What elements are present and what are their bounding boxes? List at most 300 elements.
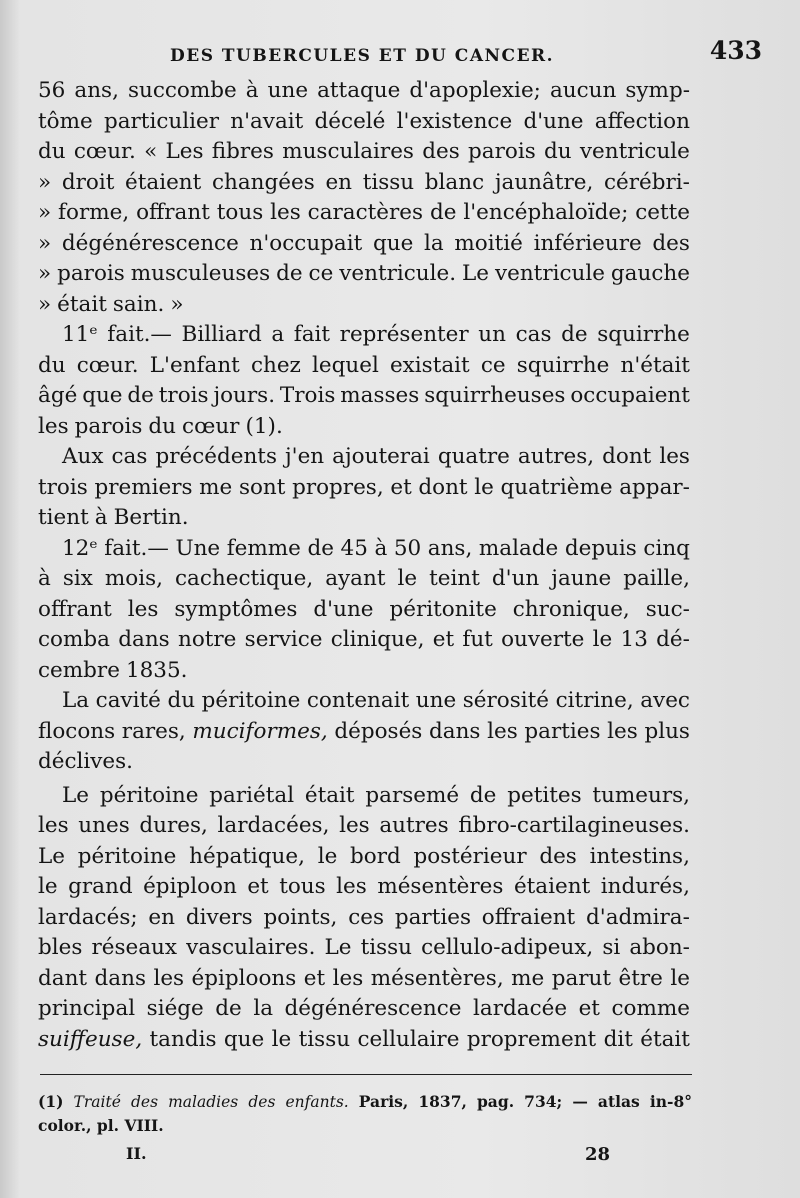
word: propres, <box>292 474 384 500</box>
word: déclives. <box>38 749 134 774</box>
word: particulier <box>103 108 219 134</box>
word: Billiard <box>181 322 262 347</box>
word: chez <box>250 352 301 378</box>
word: du <box>544 139 572 164</box>
word: la <box>253 996 274 1021</box>
word: des <box>422 139 460 164</box>
word: (1). <box>245 413 283 439</box>
word: mésentères <box>377 874 504 899</box>
word: musculeuses <box>130 261 271 286</box>
text-line <box>38 168 690 199</box>
word: si <box>602 935 621 960</box>
word: clinique, <box>330 627 425 652</box>
word: citrine, <box>555 688 634 713</box>
text-line <box>38 781 690 812</box>
word: représenter <box>339 322 469 347</box>
word: et <box>432 627 455 652</box>
word: de <box>215 996 242 1021</box>
text-line <box>38 811 690 842</box>
word: 1837, <box>418 1092 467 1111</box>
text-line <box>38 137 690 168</box>
text-line <box>38 290 690 321</box>
word: plus <box>644 718 690 744</box>
word: vasculaires. <box>186 935 316 960</box>
text-line <box>38 381 690 412</box>
word: teint <box>429 566 480 591</box>
word: avec <box>640 688 690 713</box>
word: les <box>659 444 690 469</box>
word: depuis <box>564 535 637 561</box>
word: le <box>397 566 418 591</box>
word: péritoine <box>77 843 177 869</box>
text-line <box>38 320 690 351</box>
word: paille, <box>623 566 690 591</box>
word: étaient <box>513 874 591 899</box>
word: offrant <box>136 200 210 225</box>
word: divers <box>185 904 253 930</box>
word: cœur. <box>76 352 139 378</box>
word: une <box>267 78 309 103</box>
word: lardacées, <box>217 813 330 838</box>
word: me <box>199 474 233 500</box>
word: décelé <box>314 108 386 134</box>
word: tissu <box>298 1026 351 1052</box>
word: attaque <box>317 78 401 103</box>
word: dant <box>38 965 88 991</box>
word: squirrhe <box>516 352 610 378</box>
text-line <box>38 351 690 382</box>
word: lardacée <box>473 996 568 1021</box>
text-line <box>38 717 690 748</box>
word: de <box>307 535 334 561</box>
word: grand <box>68 874 133 899</box>
word: cellulo-adipeux, <box>421 935 594 960</box>
word: ayant <box>325 566 386 591</box>
word: fait.— <box>107 322 172 347</box>
word: femme <box>226 535 301 561</box>
text-line <box>38 656 690 687</box>
volume-mark: II. <box>126 1144 147 1163</box>
word: trois <box>158 383 209 408</box>
word: Le <box>462 261 490 286</box>
word: était <box>304 782 355 808</box>
word: en <box>148 904 175 930</box>
word: sont <box>238 474 286 500</box>
word: flocons <box>38 718 116 744</box>
word: le <box>38 874 58 899</box>
word: ouverte <box>501 627 585 652</box>
text-line <box>38 107 690 138</box>
word: de <box>276 261 303 286</box>
word: Bertin. <box>113 505 189 530</box>
word: et <box>390 474 412 500</box>
text-line <box>38 229 690 260</box>
footnote-rule <box>40 1074 692 1075</box>
footnote <box>38 1090 692 1138</box>
word: épiploon <box>143 874 237 899</box>
word: tissu <box>360 935 412 960</box>
word: contenait <box>306 688 410 713</box>
word: ce <box>480 352 506 378</box>
word: ventricule <box>579 139 690 164</box>
word: cavité <box>95 688 161 713</box>
word: le <box>317 843 338 869</box>
word: d'admira- <box>586 904 690 930</box>
word: fait.— <box>104 535 169 561</box>
word: siége <box>146 996 204 1021</box>
word: et <box>247 874 269 899</box>
word: « <box>144 139 158 164</box>
word: le <box>670 965 690 991</box>
word: les <box>607 718 638 744</box>
running-title: DES TUBERCULES ET DU CANCER. <box>170 46 555 66</box>
word: a <box>271 322 285 347</box>
word: être <box>618 965 663 991</box>
word: 734; <box>524 1092 563 1111</box>
word: enfants. <box>285 1093 349 1111</box>
word: trois <box>38 474 88 500</box>
word: » <box>38 169 52 195</box>
word: de <box>429 200 457 225</box>
word: dit <box>603 1026 633 1052</box>
word: fibres <box>211 139 274 164</box>
word: et <box>578 996 600 1021</box>
word: L'enfant <box>149 352 240 378</box>
text-line <box>38 198 690 229</box>
word: cœur. <box>73 139 136 164</box>
word: du <box>167 688 196 713</box>
word: muciformes, <box>192 718 328 744</box>
word: à <box>38 566 51 591</box>
word: était <box>640 1026 690 1052</box>
word: dans <box>428 718 481 744</box>
word: parties <box>524 718 601 744</box>
word: occupaient <box>570 383 690 408</box>
word: 50 <box>393 535 422 561</box>
word: masses <box>340 383 420 408</box>
word: dé- <box>656 627 690 652</box>
footnote-line: color., pl. VIII. <box>38 1116 164 1135</box>
word: postérieur <box>413 843 527 869</box>
word: parties <box>394 904 471 930</box>
word: unes <box>78 813 130 838</box>
word: réseaux <box>91 935 178 960</box>
word: lequel <box>312 352 379 378</box>
word: fibro-cartilagineuses. <box>458 813 690 838</box>
word: jours. <box>213 383 276 408</box>
word: d'une <box>523 108 584 134</box>
text-line <box>38 76 690 107</box>
word: d'une <box>313 596 374 622</box>
word: lardacés; <box>38 904 138 930</box>
word: cellulaire <box>357 1026 460 1052</box>
text-line <box>38 842 690 873</box>
word: précédents <box>155 444 277 469</box>
word: (1) <box>38 1092 64 1111</box>
word: dégénérescence <box>61 230 239 256</box>
word: Le <box>324 935 352 960</box>
sheet-mark: 28 <box>584 1144 610 1165</box>
word: abon- <box>629 935 690 960</box>
word: 12ᵉ <box>62 535 98 561</box>
word: l'existence <box>396 108 513 134</box>
word: principal <box>38 996 136 1021</box>
word: du <box>148 413 177 439</box>
word: Les <box>165 139 204 164</box>
word: indurés, <box>600 874 690 899</box>
word: » <box>170 291 184 317</box>
word: cas <box>111 444 148 469</box>
word: service <box>244 627 323 652</box>
page-number: 433 <box>709 36 762 65</box>
word: intestins, <box>589 843 690 869</box>
text-line <box>38 994 690 1025</box>
word: dont <box>418 474 468 500</box>
word: ces <box>348 904 385 930</box>
body-text <box>38 76 690 1055</box>
word: dans <box>118 627 170 652</box>
word: péritoine <box>99 782 199 808</box>
word: âgé <box>38 383 78 408</box>
word: les <box>38 413 69 439</box>
text-line <box>38 259 690 290</box>
word: pariétal <box>209 782 295 808</box>
text-line <box>38 412 690 443</box>
word: forme, <box>58 200 130 225</box>
word: tôme <box>38 108 93 134</box>
word: fut <box>462 627 493 652</box>
word: une <box>415 688 457 713</box>
word: 13 <box>620 627 648 652</box>
word: les <box>38 813 69 838</box>
word: malade <box>478 535 559 561</box>
word: déposés <box>334 718 423 744</box>
word: n'avait <box>230 108 304 134</box>
word: était <box>57 291 107 317</box>
word: dont <box>602 444 652 469</box>
text-line <box>38 903 690 934</box>
word: des <box>652 230 690 256</box>
word: me <box>511 965 545 991</box>
word: La <box>62 688 90 713</box>
word: Aux <box>62 444 104 469</box>
text-line <box>38 747 690 778</box>
word: 45 <box>340 535 368 561</box>
word: des <box>539 843 577 869</box>
word: » <box>38 200 52 225</box>
word: en <box>325 169 353 195</box>
word: mésentères, <box>370 965 504 991</box>
word: quatrième <box>500 474 613 500</box>
word: chronique, <box>512 596 630 622</box>
text-line <box>38 625 690 656</box>
word: inférieure <box>533 230 642 256</box>
word: notre <box>177 627 237 652</box>
word: du <box>38 139 66 164</box>
word: de <box>469 782 497 808</box>
word: tous <box>216 200 264 225</box>
word: tumeurs, <box>592 782 690 808</box>
text-line <box>38 1025 690 1056</box>
word: ajouterai <box>332 444 430 469</box>
word: que <box>223 1026 265 1052</box>
word: 1835. <box>125 657 188 683</box>
text-line <box>38 564 690 595</box>
word: Une <box>175 535 221 561</box>
word: » <box>38 230 52 256</box>
word: in-8° <box>649 1092 692 1111</box>
word: parsemé <box>365 782 460 808</box>
word: points, <box>263 904 338 930</box>
word: » <box>38 261 52 286</box>
word: Le <box>62 782 90 808</box>
word: proprement <box>466 1026 597 1052</box>
word: affection <box>594 108 690 134</box>
word: le <box>474 474 494 500</box>
word: parois <box>468 139 536 164</box>
text-line <box>38 872 690 903</box>
word: caractères <box>307 200 424 225</box>
text-line <box>38 595 690 626</box>
word: autres, <box>517 444 595 469</box>
word: de <box>127 383 154 408</box>
word: les <box>270 200 301 225</box>
word: » <box>38 291 52 317</box>
word: du <box>38 352 66 378</box>
word: tient <box>38 505 89 530</box>
word: dures, <box>139 813 208 838</box>
word: suc- <box>645 596 690 622</box>
word: dégénérescence <box>284 996 462 1021</box>
word: d'un <box>491 566 540 591</box>
word: que <box>82 383 123 408</box>
word: le <box>592 627 613 652</box>
word: cérébri- <box>603 169 690 195</box>
word: l'encéphaloïde; <box>463 200 629 225</box>
word: moitié <box>454 230 523 256</box>
word: sérosité <box>462 688 550 713</box>
word: mois, <box>104 566 163 591</box>
word: ce <box>308 261 334 286</box>
text-line <box>38 964 690 995</box>
word: blanc <box>424 169 485 195</box>
word: les <box>127 596 159 622</box>
word: autres <box>379 813 449 838</box>
word: n'était <box>620 352 690 378</box>
word: les <box>336 874 367 899</box>
word: squirrhe <box>597 322 690 347</box>
word: un <box>478 322 506 347</box>
word: les <box>153 965 185 991</box>
word: que <box>372 230 414 256</box>
footnote-line <box>38 1090 692 1114</box>
word: à <box>94 505 108 530</box>
text-line <box>38 933 690 964</box>
word: d'apoplexie; <box>409 78 541 103</box>
word: comme <box>611 996 690 1021</box>
word: changées <box>211 169 315 195</box>
word: 11ᵉ <box>62 322 98 347</box>
word: bord <box>350 843 401 869</box>
word: appar- <box>619 474 690 500</box>
word: les <box>332 965 364 991</box>
word: des <box>248 1093 276 1111</box>
word: et <box>303 965 326 991</box>
word: cette <box>635 200 690 225</box>
word: parut <box>551 965 612 991</box>
word: j'en <box>285 444 325 469</box>
word: premiers <box>94 474 193 500</box>
word: droit <box>61 169 115 195</box>
word: cembre <box>38 657 120 683</box>
word: offrant <box>38 596 112 622</box>
word: Trois <box>279 383 336 408</box>
word: suiffeuse, <box>38 1026 143 1052</box>
word: comba <box>38 627 110 652</box>
word: bles <box>38 935 83 960</box>
text-line <box>38 442 690 473</box>
word: à <box>374 535 388 561</box>
word: sain. <box>112 291 165 317</box>
word: étaient <box>125 169 202 195</box>
word: musculaires <box>282 139 414 164</box>
word: fait <box>293 322 331 347</box>
word: ans, <box>74 78 119 103</box>
word: tissu <box>362 169 415 195</box>
word: cas <box>515 322 552 347</box>
word: atlas <box>597 1092 640 1111</box>
word: symp- <box>625 78 690 103</box>
word: de <box>561 322 588 347</box>
page-header <box>38 36 772 76</box>
word: cœur <box>182 413 240 439</box>
word: maladies <box>168 1093 239 1111</box>
word: squirrheuses <box>424 383 566 408</box>
word: jaune <box>551 566 612 591</box>
word: cinq <box>643 535 690 561</box>
word: ventricule <box>494 261 605 286</box>
word: rares, <box>121 718 186 744</box>
word: cachectique, <box>175 566 314 591</box>
word: hépatique, <box>189 843 305 869</box>
word: les <box>339 813 370 838</box>
word: à <box>245 78 259 103</box>
word: symptômes <box>174 596 298 622</box>
word: ventricule. <box>339 261 457 286</box>
word: quatre <box>437 444 510 469</box>
word: 56 <box>38 78 66 103</box>
word: parois <box>57 261 125 286</box>
word: Le <box>38 843 66 869</box>
word: jaunâtre, <box>494 169 594 195</box>
word: péritonite <box>389 596 497 622</box>
word: succombe <box>127 78 237 103</box>
word: ans, <box>427 535 473 561</box>
word: six <box>62 566 93 591</box>
text-line <box>38 534 690 565</box>
word: Paris, <box>358 1092 409 1111</box>
word: dans <box>94 965 146 991</box>
word: offraient <box>481 904 576 930</box>
word: tous <box>279 874 326 899</box>
word: le <box>271 1026 292 1052</box>
word: parois <box>74 413 143 439</box>
text-line <box>38 686 690 717</box>
word: péritoine <box>201 688 301 713</box>
word: tandis <box>149 1026 217 1052</box>
word: existait <box>389 352 470 378</box>
text-line <box>38 503 690 534</box>
